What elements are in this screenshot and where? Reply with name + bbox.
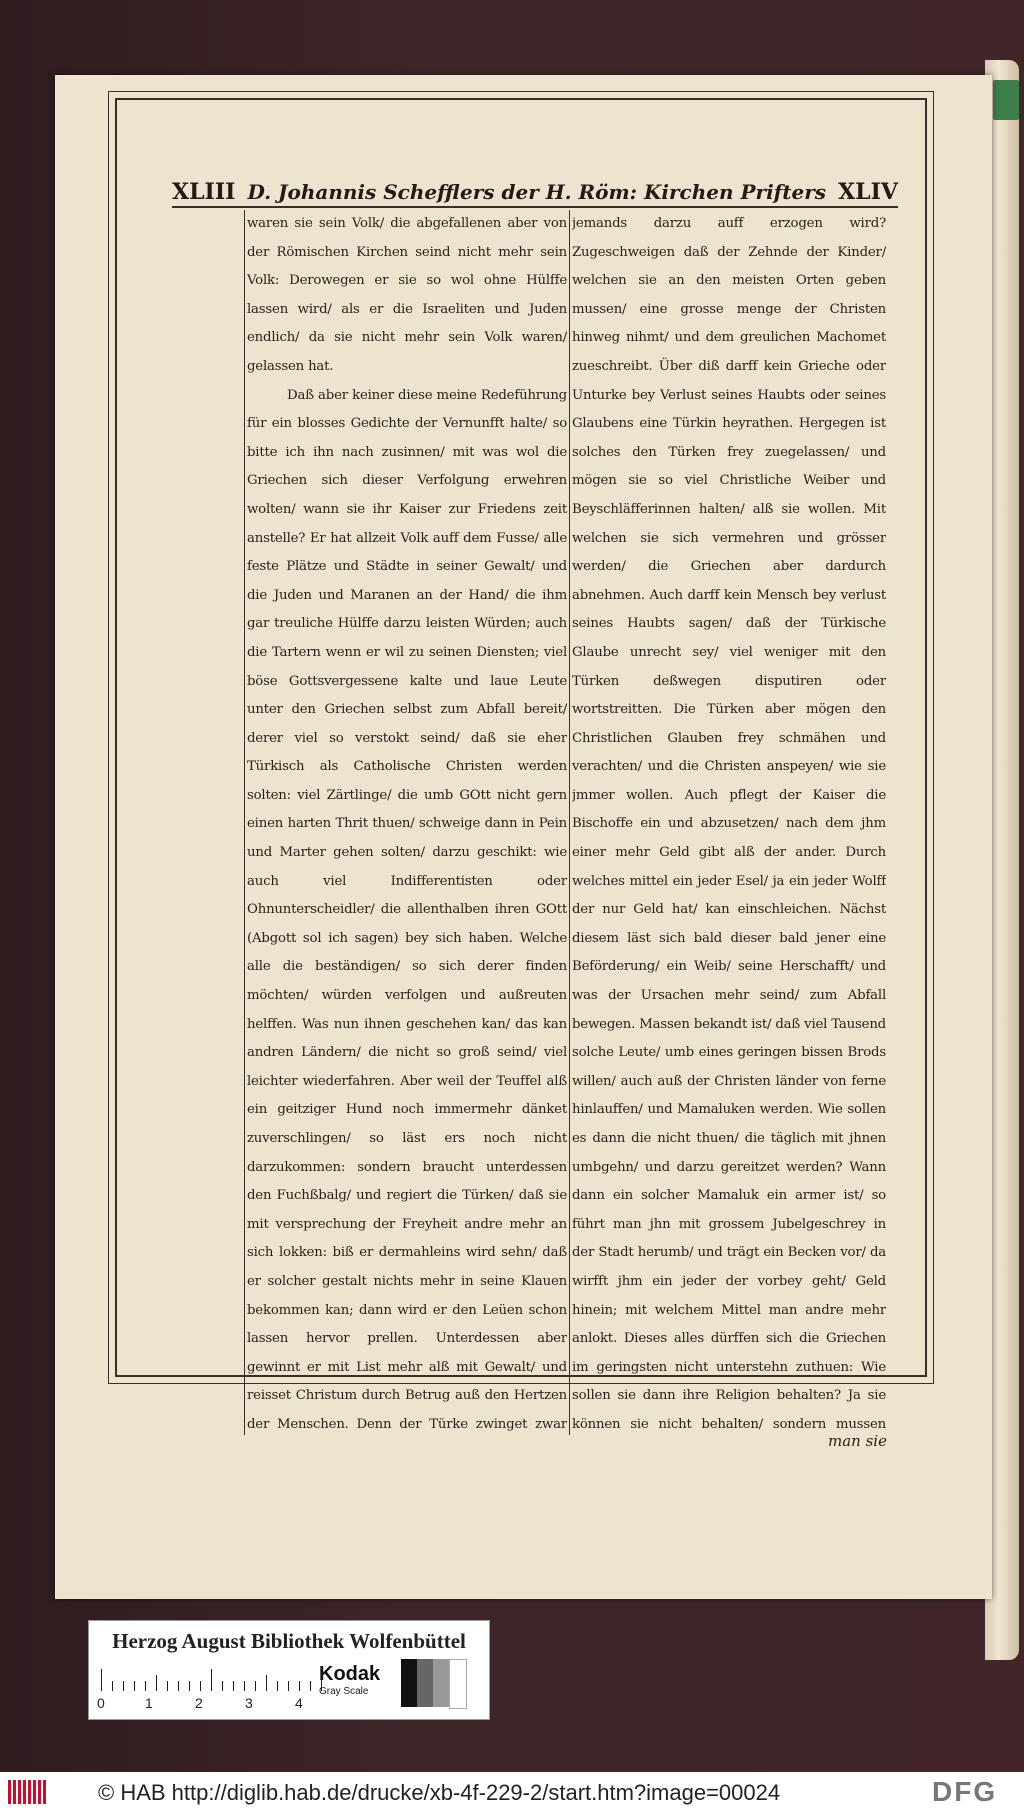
gray-swatch-white bbox=[449, 1659, 467, 1709]
ruler-number: 3 bbox=[245, 1695, 253, 1711]
library-color-plate bbox=[88, 1620, 490, 1720]
gray-swatch-black bbox=[401, 1659, 417, 1707]
left-column-rule bbox=[244, 210, 245, 1435]
page-number-right: XLIV bbox=[838, 179, 898, 205]
ruler-number: 1 bbox=[145, 1695, 153, 1711]
library-name: Herzog August Bibliothek Wolfenbüttel bbox=[112, 1629, 466, 1653]
left-paragraph-1: waren sie sein Volk/ die abgefallenen aber von der Römischen Kirchen seind nicht mehr sein Volk: Derowegen er sie so wol ohne Hülffe lassen wird/ als er die Israeliten und Juden endlich/ da sie nicht mehr sein Volk waren/ gelassen hat. bbox=[247, 216, 567, 374]
copyright-link[interactable]: © HAB http://diglib.hab.de/drucke/xb-4f-229-2/start.htm?image=00024 bbox=[98, 1780, 781, 1805]
ruler-number: 4 bbox=[295, 1695, 303, 1711]
kodak-brand: Kodak bbox=[319, 1663, 381, 1685]
running-header bbox=[172, 178, 898, 208]
right-column bbox=[572, 210, 886, 1438]
gray-swatch-dark bbox=[417, 1659, 433, 1707]
kodak-label bbox=[319, 1663, 380, 1697]
right-paragraph-1: jemands darzu auff erzogen wird? Zugeschweigen daß der Zehnde der Kinder/ welchen sie an den meisten Orten geben mussen/ eine grosse menge der Christen hinweg nihmt/ und dem greulichen Machomet zueschreibt. Über diß darff kein Grieche oder Unturke bey Verlust seines Haubts oder seines Glaubens eine Türkin heyrathen. Hergegen ist solches den Türken frey zuegelassen/ und mögen sie so viel Christliche Weiber und Beyschläfferinnen halten/ alß sie wollen. Mit welchen sie sich vermehren und grösser werden/ die Griechen aber dardurch abnehmen. Auch darff kein Mensch bey verlust seines Haubts sagen/ daß der Türkische Glaube unrecht sey/ viel weniger mit den Türken deßwegen disputiren oder wortstreitten. Die Türken aber mögen den Christlichen Glauben frey schmähen und verachten/ und die Christen anspeyen/ wie sie jmmer wollen. Auch pflegt der Kaiser die Bischoffe ein und abzusetzen/ nach dem jhm einer mehr Geld gibt alß der ander. Durch welches mittel ein jeder Esel/ ja ein jeder Wolff der nur Geld hat/ kan einschleichen. Nächst diesem läst sich bald dieser bald jener eine Beförderung/ ein Weib/ seine Herschafft/ und was der Ursachen mehr seind/ zum Abfall bewegen. Massen bekandt ist/ daß viel Tausend solche Leute/ umb eines geringen bissen Brods willen/ auch auß der Christen länder von ferne hinlauffen/ und Mamaluken werden. Wie sollen es dann die nicht thuen/ die täglich mit jhnen umbgehn/ und darzu gereitzet werden? Wann dann ein solcher Mamaluk ein armer ist/ so führt man jhn mit grossem Jubelgeschrey in der Stadt herumb/ und trägt ein Becken vor/ da wirfft jhm ein jeder der vorbey geht/ Geld hinein; mit welchem Mittel man andre mehr anlokt. Dieses alles dürffen sich die Griechen im geringsten nicht unterstehn zuthuen: Wie sollen sie dann ihre Religion behalten? Ja sie können sie nicht behalten/ sondern mussen bbox=[572, 216, 886, 1432]
column-divider bbox=[569, 210, 570, 1435]
left-column bbox=[247, 210, 567, 1438]
measurement-ruler bbox=[101, 1669, 323, 1691]
footer-bar bbox=[0, 1772, 1024, 1812]
shelf-sticker bbox=[993, 80, 1019, 120]
catchword: man sie bbox=[828, 1432, 887, 1450]
hab-logo-icon bbox=[8, 1780, 48, 1804]
gray-swatch-mid bbox=[433, 1659, 449, 1707]
running-title: D. Johannis Schefflers der H. Röm: Kirchen Prifters bbox=[247, 180, 827, 204]
ruler-number: 2 bbox=[195, 1695, 203, 1711]
page-number-left: XLIII bbox=[172, 179, 236, 205]
ruler-number: 0 bbox=[97, 1695, 105, 1711]
dfg-logo: DFG bbox=[932, 1776, 998, 1807]
left-paragraph-2: Daß aber keiner diese meine Redeführung für ein blosses Gedichte der Vernunfft halte/ so bitte ich ihn nach zusinnen/ mit was wol die Griechen sich dieser Verfolgung erwehren wolten/ wann sie ihr Kaiser zur Friedens zeit anstelle? Er hat allzeit Volk auff dem Fusse/ alle feste Plätze und Städte in seiner Gewalt/ und die Juden und Maranen an der Hand/ die ihm gar treuliche Hülffe darzu leisten Würden; auch die Tartern wenn er wil zu seinen Diensten; viel böse Gottsvergessene kalte und laue Leute unter den Griechen selbst zum Abfall bereit/ derer viel so verstokt seind/ daß sie eher Türkisch als Catholische Christen werden solten: viel Zärtlinge/ die umb GOtt nicht gern einen harten Thrit thuen/ schweige dann in Pein und Marter gehen solten/ darzu geschikt: wie auch viel Indifferentisten oder Ohnunterscheidler/ die allenthalben ihren GOtt (Abgott sol ich sagen) bey sich haben. Welche alle die beständigen/ so sich derer finden möchten/ würden verfolgen und außreuten helffen. Was nun ihnen geschehen kan/ das kan andren Ländern/ die nicht so groß seind/ viel leichter wiederfahren. Aber weil der Teuffel alß ein geitziger Hund noch immermehr dänket zuverschlingen/ so läst ers noch nicht darzukommen: sondern braucht unterdessen den Fuchßbalg/ und regiert die Türken/ daß sie mit versprechung der Freyheit andre mehr an sich lokken: biß er dermahleins wird sehn/ daß er solcher gestalt nichts mehr in seine Klauen bekommen kan; dann wird er den Leüen schon lassen hervor prellen. Unterdessen aber gewinnt er mit List mehr alß mit Gewalt/ und reisset Christum durch Betrug auß den Hertzen der Menschen. Denn der Türke zwinget zwar bbox=[247, 387, 567, 1432]
gray-scale-label: Gray Scale bbox=[319, 1686, 369, 1697]
